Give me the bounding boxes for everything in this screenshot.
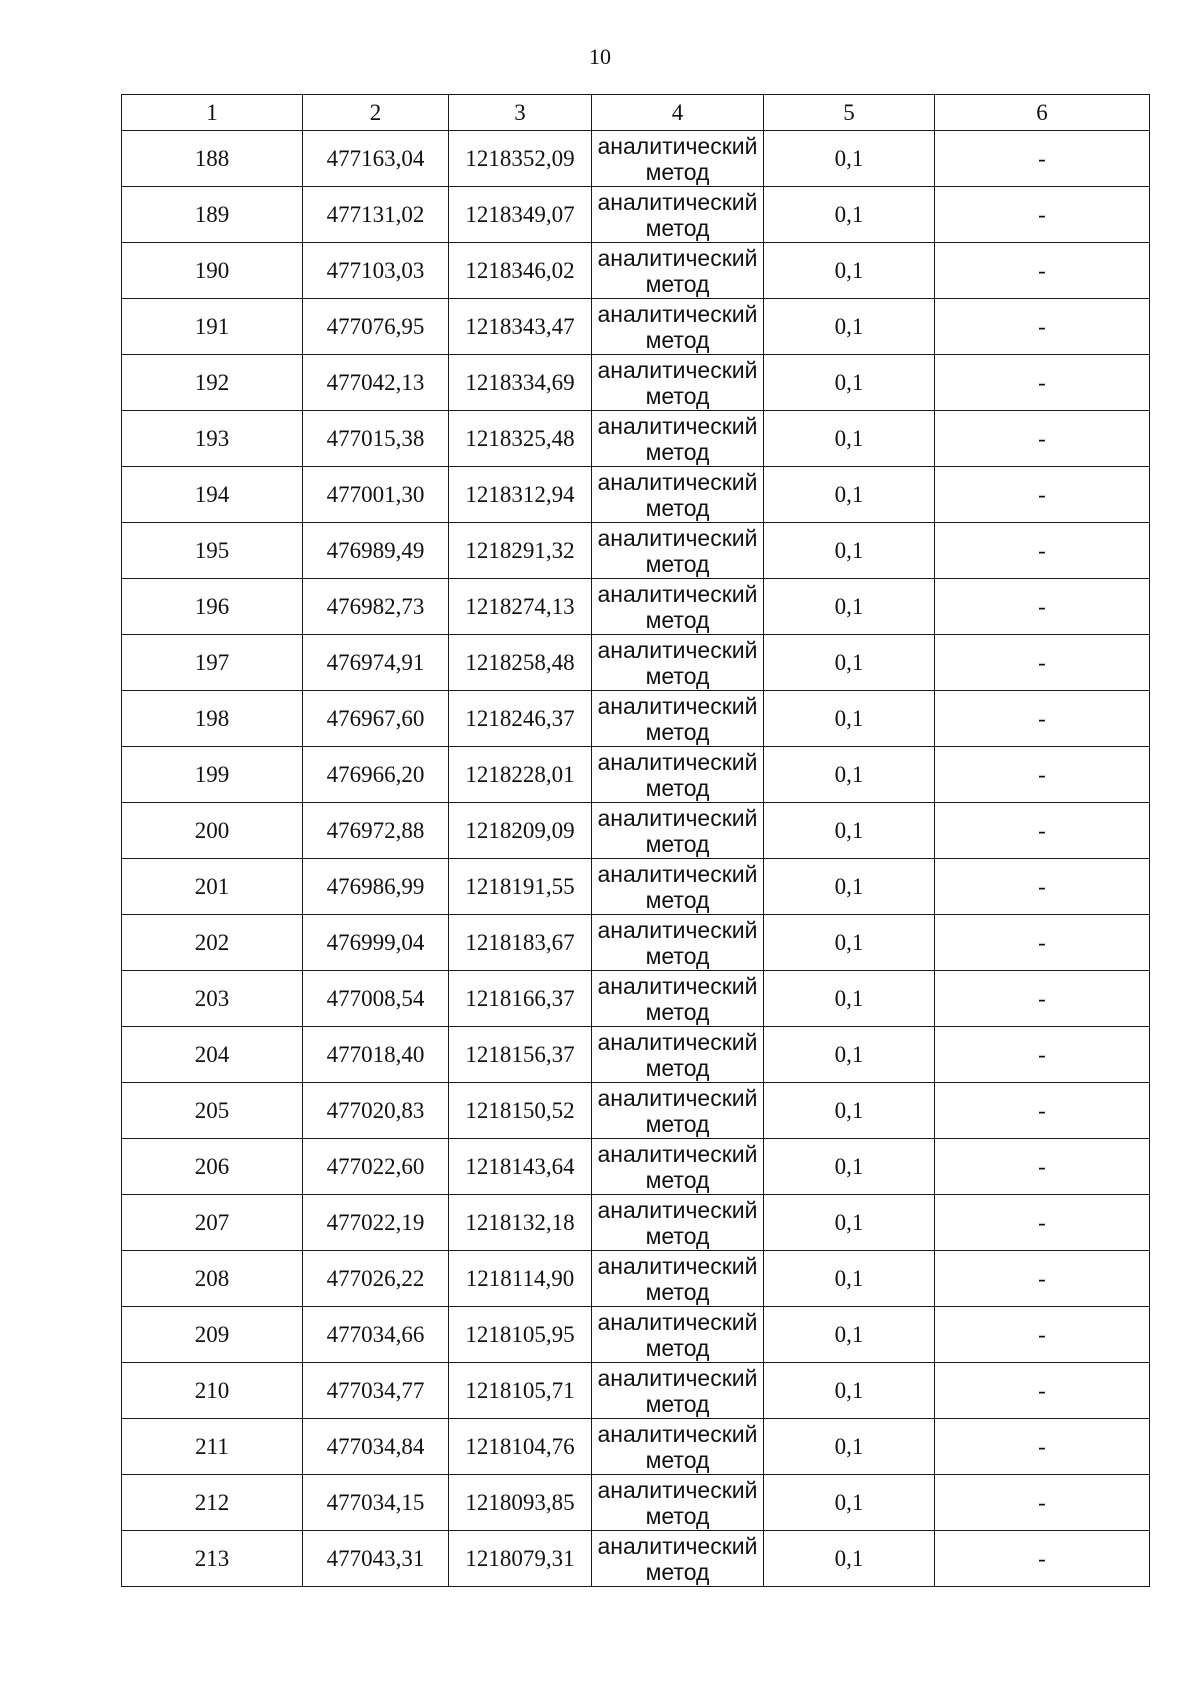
method-cell (592, 299, 764, 355)
accuracy-cell: 0,1 (764, 1083, 935, 1139)
point-number-cell: 191 (122, 299, 303, 355)
method-line-1: аналитический (597, 860, 758, 887)
method-line-2: метод (645, 886, 710, 913)
note-cell: - (935, 1419, 1150, 1475)
table-row (122, 1195, 1150, 1251)
table-row (122, 1027, 1150, 1083)
accuracy-cell: 0,1 (764, 411, 935, 467)
method-line-1: аналитический (597, 748, 758, 775)
accuracy-cell: 0,1 (764, 1195, 935, 1251)
method-line-1: аналитический (597, 188, 758, 215)
x-coordinate-cell: 477043,31 (303, 1531, 449, 1587)
column-header: 6 (935, 95, 1150, 131)
method-line-2: метод (645, 942, 710, 969)
note-cell: - (935, 411, 1150, 467)
table-row (122, 859, 1150, 915)
method-line-1: аналитический (597, 524, 758, 551)
table-row (122, 1419, 1150, 1475)
accuracy-cell: 0,1 (764, 187, 935, 243)
y-coordinate-cell: 1218246,37 (449, 691, 592, 747)
method-line-2: метод (645, 158, 710, 185)
method-cell (592, 1083, 764, 1139)
point-number-cell: 196 (122, 579, 303, 635)
note-cell: - (935, 1307, 1150, 1363)
method-cell (592, 467, 764, 523)
x-coordinate-cell: 477131,02 (303, 187, 449, 243)
y-coordinate-cell: 1218325,48 (449, 411, 592, 467)
x-coordinate-cell: 477034,66 (303, 1307, 449, 1363)
y-coordinate-cell: 1218105,95 (449, 1307, 592, 1363)
point-number-cell: 203 (122, 971, 303, 1027)
accuracy-cell: 0,1 (764, 859, 935, 915)
method-line-2: метод (645, 1334, 710, 1361)
method-cell (592, 1195, 764, 1251)
method-line-2: метод (645, 1558, 710, 1585)
y-coordinate-cell: 1218132,18 (449, 1195, 592, 1251)
method-line-1: аналитический (597, 1140, 758, 1167)
coordinates-table (121, 94, 1150, 1587)
table-row (122, 1251, 1150, 1307)
method-cell (592, 971, 764, 1027)
method-line-1: аналитический (597, 692, 758, 719)
table-row (122, 915, 1150, 971)
y-coordinate-cell: 1218191,55 (449, 859, 592, 915)
x-coordinate-cell: 477018,40 (303, 1027, 449, 1083)
method-line-1: аналитический (597, 1252, 758, 1279)
accuracy-cell: 0,1 (764, 691, 935, 747)
method-line-2: метод (645, 438, 710, 465)
table-row (122, 579, 1150, 635)
method-line-2: метод (645, 214, 710, 241)
note-cell: - (935, 915, 1150, 971)
accuracy-cell: 0,1 (764, 1475, 935, 1531)
x-coordinate-cell: 476986,99 (303, 859, 449, 915)
x-coordinate-cell: 477022,19 (303, 1195, 449, 1251)
method-line-2: метод (645, 998, 710, 1025)
accuracy-cell: 0,1 (764, 747, 935, 803)
y-coordinate-cell: 1218346,02 (449, 243, 592, 299)
point-number-cell: 192 (122, 355, 303, 411)
note-cell: - (935, 131, 1150, 187)
note-cell: - (935, 1139, 1150, 1195)
method-line-1: аналитический (597, 1420, 758, 1447)
method-cell (592, 1307, 764, 1363)
table-row (122, 803, 1150, 859)
method-line-2: метод (645, 1390, 710, 1417)
table-row (122, 523, 1150, 579)
x-coordinate-cell: 477103,03 (303, 243, 449, 299)
table-row (122, 299, 1150, 355)
table-row (122, 1475, 1150, 1531)
note-cell: - (935, 1083, 1150, 1139)
accuracy-cell: 0,1 (764, 1307, 935, 1363)
accuracy-cell: 0,1 (764, 355, 935, 411)
method-line-1: аналитический (597, 132, 758, 159)
method-cell (592, 635, 764, 691)
y-coordinate-cell: 1218079,31 (449, 1531, 592, 1587)
method-line-2: метод (645, 830, 710, 857)
column-header: 4 (592, 95, 764, 131)
x-coordinate-cell: 476974,91 (303, 635, 449, 691)
column-header: 5 (764, 95, 935, 131)
accuracy-cell: 0,1 (764, 1251, 935, 1307)
accuracy-cell: 0,1 (764, 635, 935, 691)
note-cell: - (935, 523, 1150, 579)
method-line-2: метод (645, 1110, 710, 1137)
table-row (122, 1307, 1150, 1363)
note-cell: - (935, 1195, 1150, 1251)
x-coordinate-cell: 477008,54 (303, 971, 449, 1027)
x-coordinate-cell: 477026,22 (303, 1251, 449, 1307)
y-coordinate-cell: 1218093,85 (449, 1475, 592, 1531)
table-row (122, 467, 1150, 523)
method-cell (592, 355, 764, 411)
method-cell (592, 131, 764, 187)
method-line-1: аналитический (597, 1532, 758, 1559)
method-cell (592, 523, 764, 579)
note-cell: - (935, 1027, 1150, 1083)
method-cell (592, 1027, 764, 1083)
point-number-cell: 198 (122, 691, 303, 747)
method-line-2: метод (645, 774, 710, 801)
note-cell: - (935, 355, 1150, 411)
x-coordinate-cell: 477163,04 (303, 131, 449, 187)
table-row (122, 747, 1150, 803)
y-coordinate-cell: 1218228,01 (449, 747, 592, 803)
x-coordinate-cell: 477020,83 (303, 1083, 449, 1139)
point-number-cell: 212 (122, 1475, 303, 1531)
note-cell: - (935, 971, 1150, 1027)
method-cell (592, 747, 764, 803)
method-cell (592, 1139, 764, 1195)
method-cell (592, 803, 764, 859)
method-cell (592, 579, 764, 635)
method-line-1: аналитический (597, 300, 758, 327)
column-header: 2 (303, 95, 449, 131)
method-line-2: метод (645, 1222, 710, 1249)
method-line-2: метод (645, 1166, 710, 1193)
table-row (122, 1363, 1150, 1419)
x-coordinate-cell: 477034,77 (303, 1363, 449, 1419)
point-number-cell: 195 (122, 523, 303, 579)
y-coordinate-cell: 1218114,90 (449, 1251, 592, 1307)
note-cell: - (935, 243, 1150, 299)
point-number-cell: 200 (122, 803, 303, 859)
accuracy-cell: 0,1 (764, 1531, 935, 1587)
method-cell (592, 1251, 764, 1307)
accuracy-cell: 0,1 (764, 131, 935, 187)
note-cell: - (935, 187, 1150, 243)
note-cell: - (935, 1363, 1150, 1419)
y-coordinate-cell: 1218166,37 (449, 971, 592, 1027)
accuracy-cell: 0,1 (764, 915, 935, 971)
y-coordinate-cell: 1218104,76 (449, 1419, 592, 1475)
accuracy-cell: 0,1 (764, 1027, 935, 1083)
table-row (122, 411, 1150, 467)
method-line-2: метод (645, 382, 710, 409)
column-header: 3 (449, 95, 592, 131)
method-line-1: аналитический (597, 580, 758, 607)
method-cell (592, 243, 764, 299)
method-line-1: аналитический (597, 804, 758, 831)
y-coordinate-cell: 1218156,37 (449, 1027, 592, 1083)
point-number-cell: 206 (122, 1139, 303, 1195)
table-row (122, 691, 1150, 747)
note-cell: - (935, 635, 1150, 691)
table-row (122, 243, 1150, 299)
method-cell (592, 915, 764, 971)
y-coordinate-cell: 1218291,32 (449, 523, 592, 579)
point-number-cell: 199 (122, 747, 303, 803)
note-cell: - (935, 691, 1150, 747)
method-line-2: метод (645, 550, 710, 577)
y-coordinate-cell: 1218143,64 (449, 1139, 592, 1195)
y-coordinate-cell: 1218258,48 (449, 635, 592, 691)
x-coordinate-cell: 477022,60 (303, 1139, 449, 1195)
method-line-2: метод (645, 270, 710, 297)
point-number-cell: 189 (122, 187, 303, 243)
method-line-1: аналитический (597, 1028, 758, 1055)
y-coordinate-cell: 1218343,47 (449, 299, 592, 355)
y-coordinate-cell: 1218312,94 (449, 467, 592, 523)
x-coordinate-cell: 476982,73 (303, 579, 449, 635)
x-coordinate-cell: 476966,20 (303, 747, 449, 803)
note-cell: - (935, 579, 1150, 635)
page-number: 10 (589, 44, 611, 69)
method-line-1: аналитический (597, 412, 758, 439)
method-cell (592, 1419, 764, 1475)
method-line-1: аналитический (597, 972, 758, 999)
y-coordinate-cell: 1218352,09 (449, 131, 592, 187)
x-coordinate-cell: 477001,30 (303, 467, 449, 523)
y-coordinate-cell: 1218150,52 (449, 1083, 592, 1139)
method-line-1: аналитический (597, 1196, 758, 1223)
method-line-1: аналитический (597, 1308, 758, 1335)
note-cell: - (935, 299, 1150, 355)
x-coordinate-cell: 477034,84 (303, 1419, 449, 1475)
accuracy-cell: 0,1 (764, 971, 935, 1027)
point-number-cell: 194 (122, 467, 303, 523)
method-line-2: метод (645, 326, 710, 353)
x-coordinate-cell: 476989,49 (303, 523, 449, 579)
x-coordinate-cell: 477034,15 (303, 1475, 449, 1531)
method-cell (592, 691, 764, 747)
method-line-2: метод (645, 1502, 710, 1529)
table-row (122, 187, 1150, 243)
accuracy-cell: 0,1 (764, 243, 935, 299)
method-line-2: метод (645, 662, 710, 689)
method-line-2: метод (645, 1054, 710, 1081)
note-cell: - (935, 467, 1150, 523)
method-line-2: метод (645, 606, 710, 633)
method-line-1: аналитический (597, 244, 758, 271)
accuracy-cell: 0,1 (764, 1139, 935, 1195)
accuracy-cell: 0,1 (764, 523, 935, 579)
accuracy-cell: 0,1 (764, 803, 935, 859)
x-coordinate-cell: 477076,95 (303, 299, 449, 355)
accuracy-cell: 0,1 (764, 1363, 935, 1419)
table-row (122, 131, 1150, 187)
table-row (122, 971, 1150, 1027)
point-number-cell: 211 (122, 1419, 303, 1475)
x-coordinate-cell: 476967,60 (303, 691, 449, 747)
method-cell (592, 1531, 764, 1587)
y-coordinate-cell: 1218349,07 (449, 187, 592, 243)
method-line-1: аналитический (597, 916, 758, 943)
x-coordinate-cell: 476999,04 (303, 915, 449, 971)
x-coordinate-cell: 477015,38 (303, 411, 449, 467)
point-number-cell: 188 (122, 131, 303, 187)
header-row (122, 95, 1150, 131)
point-number-cell: 204 (122, 1027, 303, 1083)
table-row (122, 1531, 1150, 1587)
table-row (122, 355, 1150, 411)
point-number-cell: 210 (122, 1363, 303, 1419)
accuracy-cell: 0,1 (764, 1419, 935, 1475)
method-line-2: метод (645, 1446, 710, 1473)
point-number-cell: 193 (122, 411, 303, 467)
point-number-cell: 202 (122, 915, 303, 971)
y-coordinate-cell: 1218334,69 (449, 355, 592, 411)
point-number-cell: 213 (122, 1531, 303, 1587)
method-line-1: аналитический (597, 1364, 758, 1391)
method-cell (592, 1363, 764, 1419)
column-header: 1 (122, 95, 303, 131)
note-cell: - (935, 1475, 1150, 1531)
method-line-2: метод (645, 1278, 710, 1305)
accuracy-cell: 0,1 (764, 467, 935, 523)
method-line-2: метод (645, 494, 710, 521)
method-line-1: аналитический (597, 356, 758, 383)
method-cell (592, 1475, 764, 1531)
x-coordinate-cell: 477042,13 (303, 355, 449, 411)
point-number-cell: 208 (122, 1251, 303, 1307)
note-cell: - (935, 859, 1150, 915)
point-number-cell: 190 (122, 243, 303, 299)
point-number-cell: 209 (122, 1307, 303, 1363)
note-cell: - (935, 803, 1150, 859)
table-row (122, 635, 1150, 691)
point-number-cell: 207 (122, 1195, 303, 1251)
method-cell (592, 411, 764, 467)
accuracy-cell: 0,1 (764, 299, 935, 355)
method-line-2: метод (645, 718, 710, 745)
method-line-1: аналитический (597, 468, 758, 495)
y-coordinate-cell: 1218274,13 (449, 579, 592, 635)
point-number-cell: 197 (122, 635, 303, 691)
point-number-cell: 201 (122, 859, 303, 915)
table-row (122, 1083, 1150, 1139)
method-cell (592, 859, 764, 915)
note-cell: - (935, 1251, 1150, 1307)
method-line-1: аналитический (597, 1084, 758, 1111)
x-coordinate-cell: 476972,88 (303, 803, 449, 859)
method-line-1: аналитический (597, 1476, 758, 1503)
method-cell (592, 187, 764, 243)
accuracy-cell: 0,1 (764, 579, 935, 635)
y-coordinate-cell: 1218183,67 (449, 915, 592, 971)
table-row (122, 1139, 1150, 1195)
y-coordinate-cell: 1218209,09 (449, 803, 592, 859)
note-cell: - (935, 747, 1150, 803)
note-cell: - (935, 1531, 1150, 1587)
y-coordinate-cell: 1218105,71 (449, 1363, 592, 1419)
point-number-cell: 205 (122, 1083, 303, 1139)
method-line-1: аналитический (597, 636, 758, 663)
